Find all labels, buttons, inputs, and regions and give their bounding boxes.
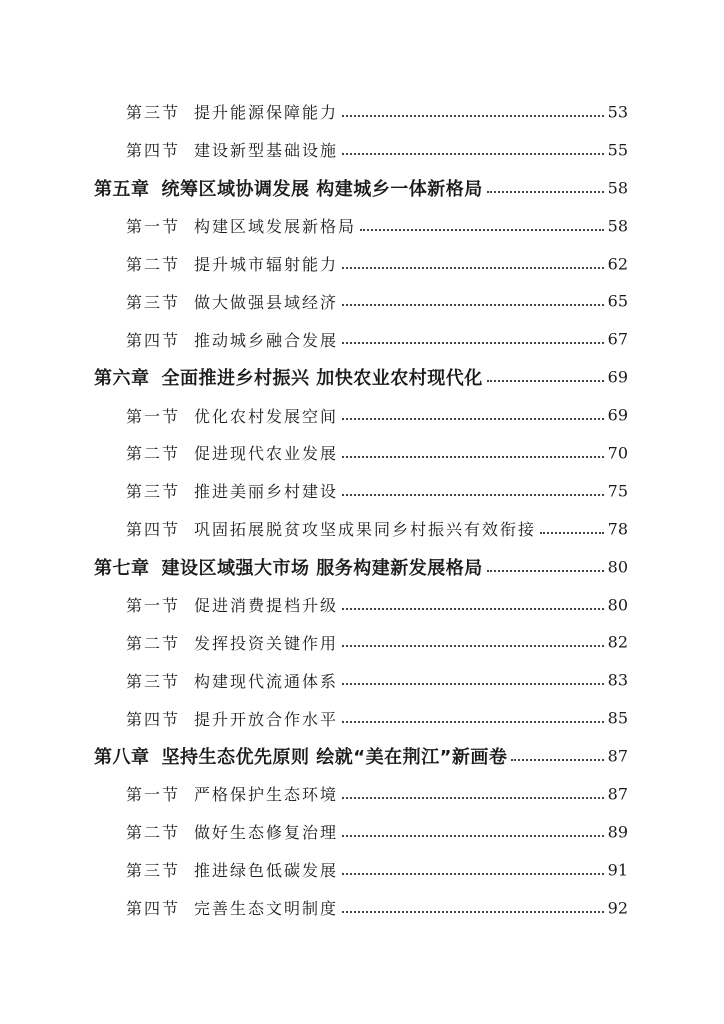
toc-section-entry (0, 889, 724, 927)
toc-chapter-entry (0, 548, 724, 586)
dot-leader (487, 191, 604, 193)
toc-section-entry (0, 320, 724, 358)
section-number: 第二节 (126, 633, 181, 653)
page-number: 87 (607, 784, 628, 804)
dot-leader (342, 153, 604, 155)
section-number: 第三节 (126, 861, 181, 881)
section-title: 推进绿色低碳发展 (194, 861, 339, 881)
section-number: 第四节 (126, 330, 181, 350)
dot-leader (342, 797, 604, 799)
toc-section-entry (0, 813, 724, 851)
toc-section-entry (0, 510, 724, 548)
section-title: 提升能源保障能力 (194, 103, 339, 123)
page-number: 70 (607, 443, 628, 463)
section-title: 构建现代流通体系 (194, 671, 339, 691)
page-number: 82 (607, 632, 628, 652)
dot-leader (342, 494, 604, 496)
section-number: 第四节 (126, 709, 181, 729)
page-number: 58 (607, 178, 628, 198)
chapter-title: 坚持生态优先原则 绘就“美在荆江”新画卷 (161, 747, 508, 769)
table-of-contents (0, 93, 724, 927)
page-number: 78 (607, 519, 628, 539)
section-number: 第一节 (126, 217, 181, 237)
section-number: 第三节 (126, 292, 181, 312)
toc-section-entry (0, 282, 724, 320)
page-number: 92 (607, 898, 628, 918)
toc-section-entry (0, 434, 724, 472)
page-number: 89 (607, 822, 628, 842)
dot-leader (540, 532, 604, 534)
toc-section-entry (0, 775, 724, 813)
toc-section-entry (0, 661, 724, 699)
page-number: 85 (607, 708, 628, 728)
page-number: 69 (607, 405, 628, 425)
section-title: 提升开放合作水平 (194, 709, 339, 729)
section-title: 促进消费提档升级 (194, 596, 339, 616)
section-title: 构建区域发展新格局 (194, 217, 357, 237)
page-number: 58 (607, 216, 628, 236)
page-number: 55 (607, 140, 628, 160)
toc-section-entry (0, 851, 724, 889)
dot-leader (487, 380, 604, 382)
chapter-number: 第五章 (94, 178, 150, 200)
page-number: 80 (607, 595, 628, 615)
section-title: 严格保护生态环境 (194, 785, 339, 805)
dot-leader (342, 456, 604, 458)
section-number: 第四节 (126, 141, 181, 161)
dot-leader (342, 267, 604, 269)
toc-section-entry (0, 623, 724, 661)
section-title: 发挥投资关键作用 (194, 633, 339, 653)
page-number: 75 (607, 481, 628, 501)
section-title: 优化农村发展空间 (194, 406, 339, 426)
dot-leader (342, 645, 604, 647)
section-title: 做好生态修复治理 (194, 823, 339, 843)
page-number: 69 (607, 367, 628, 387)
section-number: 第三节 (126, 671, 181, 691)
chapter-number: 第八章 (94, 747, 150, 769)
toc-section-entry (0, 586, 724, 624)
toc-section-entry (0, 396, 724, 434)
section-number: 第四节 (126, 899, 181, 919)
toc-section-entry (0, 93, 724, 131)
dot-leader (342, 873, 604, 875)
toc-section-entry (0, 699, 724, 737)
section-title: 做大做强县域经济 (194, 292, 339, 312)
toc-section-entry (0, 131, 724, 169)
section-number: 第二节 (126, 823, 181, 843)
section-number: 第二节 (126, 444, 181, 464)
section-number: 第一节 (126, 596, 181, 616)
page-number: 80 (607, 557, 628, 577)
dot-leader (511, 759, 604, 761)
toc-section-entry (0, 472, 724, 510)
section-title: 建设新型基础设施 (194, 141, 339, 161)
dot-leader (342, 342, 604, 344)
section-number: 第一节 (126, 785, 181, 805)
dot-leader (342, 835, 604, 837)
page-number: 53 (607, 102, 628, 122)
section-title: 提升城市辐射能力 (194, 255, 339, 274)
toc-chapter-entry (0, 737, 724, 775)
chapter-number: 第六章 (94, 368, 150, 390)
toc-chapter-entry (0, 169, 724, 207)
section-number: 第二节 (126, 255, 181, 274)
section-title: 促进现代农业发展 (194, 444, 339, 464)
toc-section-entry (0, 245, 724, 283)
section-title: 完善生态文明制度 (194, 899, 339, 919)
toc-section-entry (0, 207, 724, 245)
toc-chapter-entry (0, 358, 724, 396)
dot-leader (342, 721, 604, 723)
dot-leader (342, 115, 604, 117)
page-number: 67 (607, 329, 628, 349)
dot-leader (342, 418, 604, 420)
page-number: 87 (607, 746, 628, 766)
section-number: 第四节 (126, 520, 181, 540)
section-title: 推进美丽乡村建设 (194, 482, 339, 502)
dot-leader (342, 304, 604, 306)
chapter-number: 第七章 (94, 557, 150, 579)
section-title: 推动城乡融合发展 (194, 330, 339, 350)
chapter-title: 建设区域强大市场 服务构建新发展格局 (161, 557, 483, 579)
chapter-title: 全面推进乡村振兴 加快农业农村现代化 (161, 368, 483, 390)
section-number: 第三节 (126, 482, 181, 502)
dot-leader (342, 608, 604, 610)
section-number: 第三节 (126, 103, 181, 123)
dot-leader (342, 683, 604, 685)
chapter-title: 统筹区域协调发展 构建城乡一体新格局 (161, 178, 483, 200)
page-number: 65 (607, 291, 628, 311)
dot-leader (487, 570, 604, 572)
dot-leader (342, 911, 604, 913)
page-number: 83 (607, 670, 628, 690)
section-number: 第一节 (126, 406, 181, 426)
page-number: 91 (607, 860, 628, 880)
section-title: 巩固拓展脱贫攻坚成果同乡村振兴有效衔接 (194, 520, 537, 540)
dot-leader (360, 229, 604, 231)
page-number: 62 (607, 254, 628, 273)
